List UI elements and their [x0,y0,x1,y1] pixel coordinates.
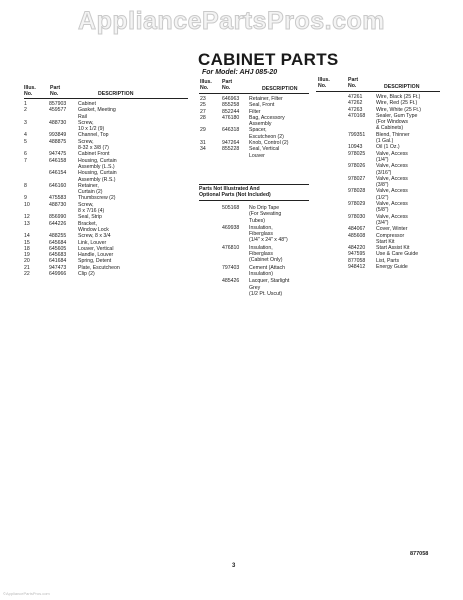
illus-no [200,278,222,297]
part-no: 646154 [49,170,67,177]
col1-part-header: Part No. [50,85,61,97]
illus-no: 4 [24,132,27,139]
part-no: 855228 [222,146,240,153]
part-no: 978028 [348,188,366,195]
col3-header-rule [316,91,440,92]
illus-no: 7 [24,157,27,164]
part-desc: Valve, Access (5/8") [376,201,408,214]
table-row [200,245,312,264]
part-desc: Clip (2) [78,271,95,278]
part-desc: Valve, Access (3/16") [376,163,408,176]
part-desc: Wire, Black (25 Ft.) [376,94,421,100]
illus-no [24,170,49,183]
watermark: AppliancePartsPros.com [78,7,385,35]
part-no: 47263 [348,106,363,113]
part-desc: Oil (1 Oz.) [376,144,400,151]
illus-no: 2 [24,107,27,114]
part-no: 856990 [49,214,67,221]
col2-part-header: Part No. [222,79,233,91]
part-no: 645605 [49,245,67,252]
col2-header-rule [199,93,309,94]
part-no: 10943 [348,144,363,151]
part-no: 993849 [49,132,67,139]
illus-no: 8 [24,182,27,189]
illus-no: 20 [24,258,30,265]
part-desc: Wire, White (25 Ft.) [376,106,421,113]
part-desc: Insulation, Fiberglass (Cabinet Only) [249,244,283,264]
model-subtitle: For Model: AHJ 085-20 [202,69,278,76]
part-desc: Use & Care Guide [376,251,419,258]
part-desc: Valve, Access (3/8") [376,175,408,189]
part-desc: Valve, Access (3/4") [376,213,408,226]
part-desc: Spacer, Escutcheon (2) [249,127,284,140]
illus-no: 31 [200,140,206,147]
part-no: 488875 [49,138,67,145]
table-row [24,183,189,196]
part-no: 947595 [348,251,366,258]
part-no: 978029 [348,201,366,208]
part-no: 978026 [348,163,366,170]
table-row [318,188,448,201]
part-desc: List, Parts [376,257,400,264]
part-desc: Gasket, Meeting Rail [78,107,116,120]
col2-list [200,96,312,159]
part-no: 797403 [222,264,240,271]
illus-no: 25 [200,102,206,109]
part-desc: Channel, Top [78,132,109,139]
part-desc: Blend, Thinner (1 Gal.) [376,131,410,145]
table-row [200,146,312,159]
col3-illus-header: Illus. No. [318,77,330,89]
part-no: 852244 [222,108,240,115]
table-row [318,176,448,189]
illus-no [318,264,348,270]
illus-no: 23 [200,96,206,102]
part-desc: Sealer, Gum Type (For Windows & Cabinets) [376,112,418,132]
part-desc: Knob, Control (2) [249,140,289,147]
part-no: 469938 [222,224,240,231]
part-desc: Energy Guide [376,264,408,271]
part-desc: Compressor Start Kit [376,232,405,245]
part-no: 470168 [348,112,366,119]
part-no: 645684 [49,239,67,246]
part-no: 646158 [49,157,67,164]
part-no: 488730 [49,119,67,126]
illus-no: 28 [200,114,206,121]
table-row [318,163,448,176]
illus-no [200,245,222,264]
optional-parts-note: Parts Not Illustrated And Optional Parts (Not Included) [199,184,309,201]
part-no: 947264 [222,140,240,147]
illus-no: 15 [24,239,30,246]
col3-desc-header: DESCRIPTION [384,84,420,90]
part-desc: Housing, Curtain Assembly (R.S.) [78,170,117,183]
illus-no [318,151,348,164]
col2-illus-header: Illus. No. [200,79,212,91]
part-no: 484220 [348,245,366,252]
table-row [24,170,189,183]
illus-no: 22 [24,271,30,278]
illus-no: 9 [24,195,27,202]
page-number: 3 [232,563,236,569]
part-desc: Louver, Vertical [78,245,114,252]
col1-list [24,101,189,277]
part-desc: Retainer, Filter [249,96,283,102]
part-desc: Insulation, Fiberglass (1/4" x 24" x 48") [249,224,288,244]
illus-no: 6 [24,151,27,158]
part-no: 47262 [348,100,363,107]
part-no: 855258 [222,102,240,109]
table-row [318,264,448,270]
table-row [24,271,189,277]
part-desc: Cabinet Front [78,151,110,158]
illus-no: 27 [200,108,206,115]
illus-no [318,163,348,176]
part-no: 475583 [49,195,67,202]
part-desc: Screw, 8 x 3/4 [78,233,111,240]
part-no: 649966 [49,271,67,278]
part-desc: Start Assist Kit [376,245,410,252]
table-row [24,202,189,215]
part-desc: Valve, Access (1/2") [376,188,408,201]
part-desc: Plate, Escutcheon [78,264,120,271]
part-no: 645683 [49,252,67,259]
part-no: 484067 [348,226,366,233]
footer-copyright: ©AppliancePartsPros.com [3,591,50,596]
part-no: 459577 [49,107,67,114]
table-row [318,151,448,164]
part-no: 978030 [348,213,366,220]
part-no: 947475 [49,151,67,158]
part-no: 476180 [222,114,240,121]
part-no: 488255 [49,233,67,240]
illus-no [318,188,348,201]
part-desc: Seal, Strip [78,214,102,221]
illus-no: 21 [24,264,30,271]
illus-no [318,113,348,132]
table-row [200,127,312,140]
table-row [200,278,312,297]
illus-no: 29 [200,127,206,134]
part-no: 485426 [222,278,240,285]
part-desc: Handle, Louver [78,252,114,259]
table-row [24,120,189,133]
illus-no [318,201,348,214]
part-no: 948412 [348,264,366,271]
table-row [318,214,448,227]
illus-no: 18 [24,245,30,252]
part-desc: Valve, Access (1/4") [376,150,408,163]
part-desc: Screw, 8-32 x 3/8 (7) [78,138,109,152]
part-no: 978027 [348,175,366,182]
part-no: 857903 [49,101,67,107]
illus-no [318,233,348,246]
table-row [24,158,189,171]
col3-list [318,94,448,270]
illus-no: 3 [24,119,27,126]
illus-no: 1 [24,101,27,107]
part-desc: Cement (Attach Insulation) [249,264,286,277]
part-no: 476810 [222,244,240,251]
illus-no [318,214,348,227]
part-desc: Bracket, Window Lock [78,220,109,233]
part-no: 947473 [49,264,67,271]
table-row [200,225,312,244]
part-desc: Housing, Curtain Assembly (L.S.) [78,157,117,170]
col3-part-header: Part No. [348,77,359,89]
table-row [318,233,448,246]
document-code: 877058 [410,551,429,557]
part-no: 877058 [348,257,366,264]
page-title: CABINET PARTS [198,50,339,69]
part-desc: Cabinet [78,101,96,107]
part-desc: Screw, 8 x 7/16 (4) [78,201,105,215]
table-row [24,107,189,120]
part-desc: Filter [249,108,261,115]
part-no: 646160 [49,182,67,189]
part-desc: No Drip Tape (For Sweating Tubes) [249,205,282,224]
illus-no [318,132,348,145]
illus-no: 14 [24,233,30,240]
illus-no [200,205,222,224]
part-no: 641684 [49,258,67,265]
table-row [200,205,312,224]
illus-no: 5 [24,138,27,145]
illus-no: 13 [24,220,30,227]
table-row [24,139,189,152]
part-no: 646318 [222,127,240,134]
part-no: 978025 [348,150,366,157]
table-row [24,221,189,234]
illus-no: 19 [24,252,30,259]
table-row [318,132,448,145]
part-no: 646963 [222,96,240,102]
part-no: 505168 [222,205,240,211]
part-desc: Seal, Vertical Louver [249,146,280,159]
col1-desc-header: DESCRIPTION [98,91,134,97]
illus-no: 34 [200,146,206,153]
part-desc: Seal, Front [249,102,275,109]
part-no: 644226 [49,220,67,227]
table-row [318,201,448,214]
part-no: 47261 [348,94,363,100]
part-desc: Thumbscrew (2) [78,195,116,202]
illus-no: 12 [24,214,30,221]
col1-illus-header: Illus. No. [24,85,36,97]
table-row [318,113,448,132]
col2-desc-header: DESCRIPTION [262,86,298,92]
part-no: 799351 [348,131,366,138]
part-no: 485608 [348,232,366,239]
col2b-list [200,205,312,297]
table-row [200,265,312,278]
illus-no: 10 [24,201,30,208]
part-desc: Bag, Accessory Assembly [249,114,285,128]
table-row [200,115,312,128]
illus-no [200,265,222,278]
part-desc: Wire, Red (25 Ft.) [376,100,418,107]
part-desc: Spring, Detent [78,258,112,265]
col1-header-rule [24,98,188,99]
illus-no [318,176,348,189]
part-no: 488730 [49,201,67,208]
part-desc: Screw, 10 x 1/2 (9) [78,119,105,133]
part-desc: Retainer, Curtain (2) [78,182,103,196]
part-desc: Link, Louver [78,239,107,246]
part-desc: Lacquer, Starlight Grey (1/2 Pt. Uscut) [249,278,290,297]
illus-no [200,225,222,244]
part-desc: Cover, Winter [376,226,408,233]
